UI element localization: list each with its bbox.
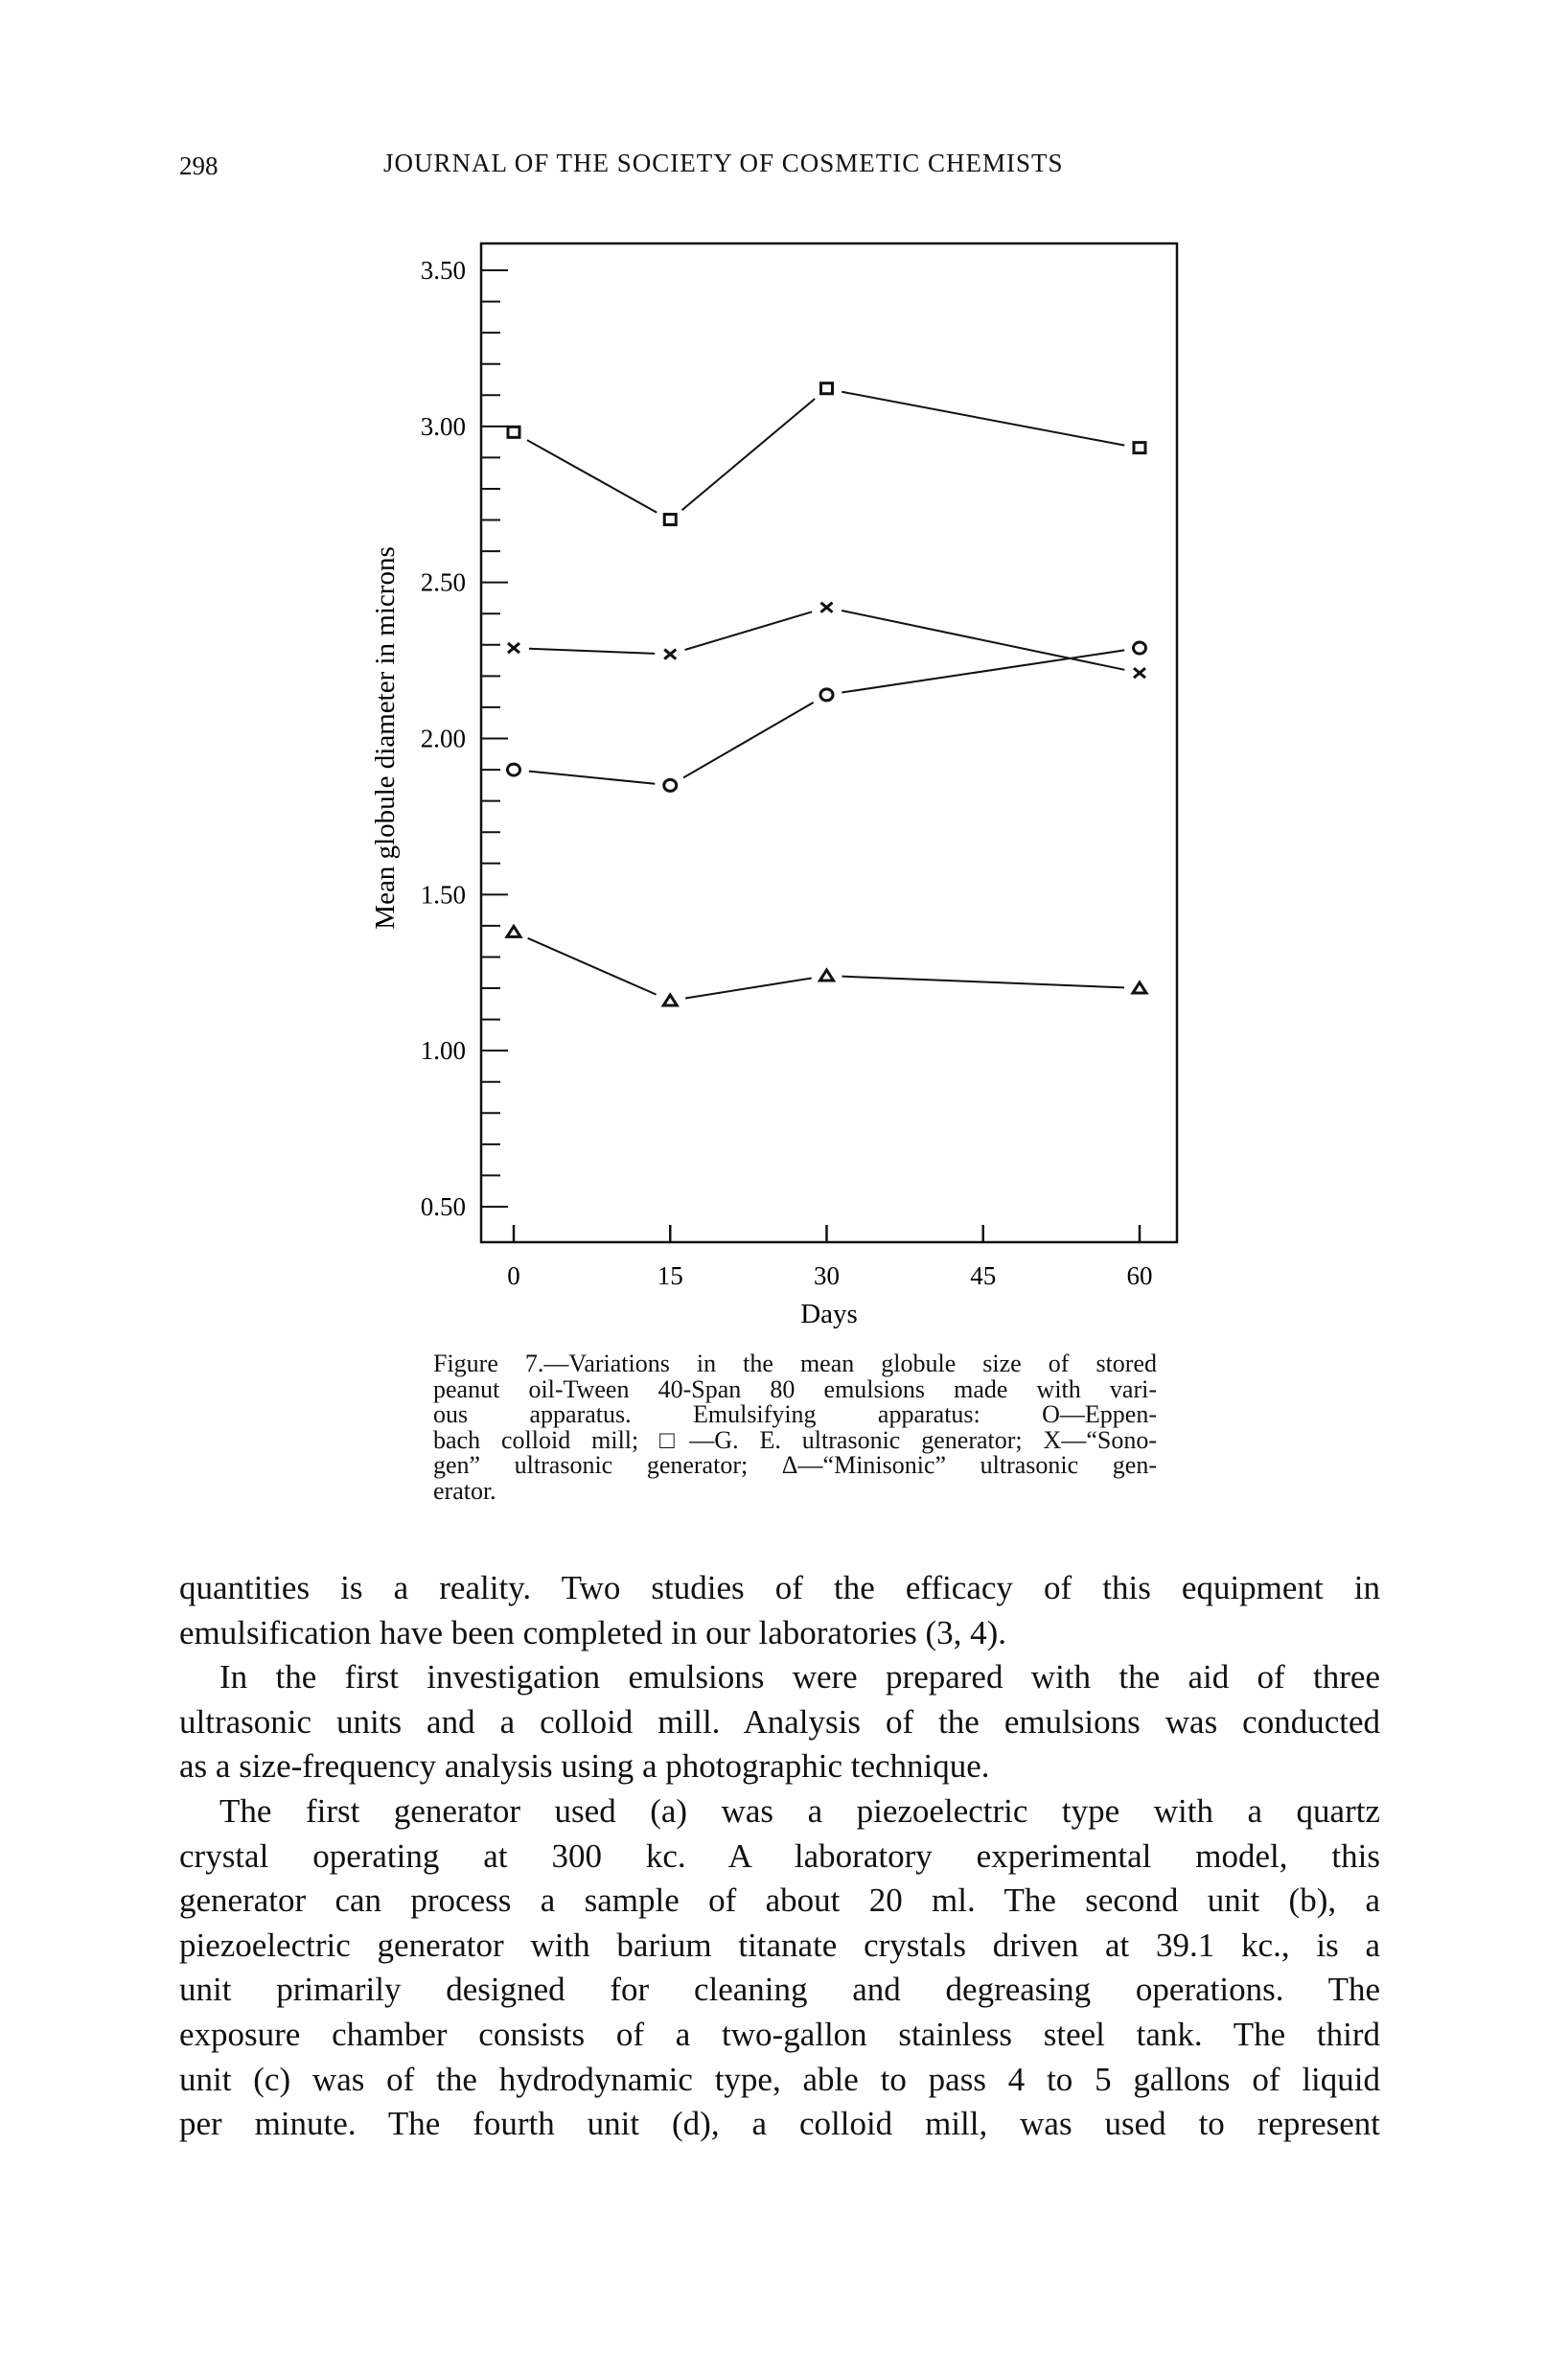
series-line-segment	[842, 977, 1124, 988]
series-line-segment	[842, 611, 1124, 670]
x-marker	[508, 643, 519, 653]
square-marker	[664, 515, 676, 525]
series-line-segment	[685, 979, 812, 999]
series-line-segment	[842, 650, 1124, 692]
square-marker	[508, 427, 519, 437]
series-line-segment	[683, 703, 814, 777]
body-line: per minute. The fourth unit (d), a colloid mill, was used to represent	[179, 2105, 1380, 2143]
body-line: emulsification have been completed in our laboratories (3, 4).	[179, 1613, 1007, 1651]
body-line: crystal operating at 300 kc. A laboratory experimental model, this	[179, 1836, 1380, 1875]
square-marker	[1134, 443, 1145, 453]
caption-line: erator.	[433, 1476, 496, 1505]
y-tick-label: 3.50	[420, 256, 466, 285]
y-tick-label: 2.50	[420, 567, 466, 597]
y-tick-label: 2.00	[420, 724, 466, 753]
x-marker	[821, 603, 833, 612]
x-axis-label: Days	[800, 1299, 858, 1329]
y-tick-label: 1.00	[420, 1036, 466, 1066]
series-line-segment	[528, 938, 657, 995]
body-line: as a size-frequency analysis using a photographic technique.	[179, 1747, 990, 1786]
series-line-segment	[682, 399, 816, 510]
circle-marker	[508, 764, 520, 775]
y-tick-label: 0.50	[420, 1192, 466, 1221]
body-line: The first generator used (a) was a piezoelectric type with a quartz	[219, 1792, 1380, 1830]
body-line: ultrasonic units and a colloid mill. Analysis of the emulsions was conducted	[179, 1702, 1380, 1741]
x-tick-label: 45	[970, 1261, 997, 1290]
x-marker	[664, 650, 676, 659]
x-tick-label: 30	[814, 1261, 840, 1290]
circle-marker	[1134, 642, 1146, 654]
square-marker	[821, 383, 833, 394]
body-line: piezoelectric generator with barium titanate crystals driven at 39.1 kc., is a	[179, 1926, 1380, 1964]
series-line-segment	[529, 772, 655, 784]
triangle-marker	[1133, 982, 1146, 993]
x-tick-label: 60	[1126, 1261, 1153, 1290]
caption-line: peanut oil-Tween 40-Span 80 emulsions made with vari-	[433, 1374, 1157, 1403]
caption-line: gen” ultrasonic generator; Δ—“Minisonic” ultrasonic gen-	[433, 1451, 1157, 1479]
body-line: quantities is a reality. Two studies of the efficacy of this equipment in	[179, 1569, 1380, 1606]
page-number: 298	[179, 151, 219, 180]
caption-line: Figure 7.—Variations in the mean globule size of stored	[433, 1350, 1157, 1377]
circle-marker	[820, 689, 833, 701]
x-marker	[1134, 668, 1145, 678]
triangle-marker	[663, 995, 677, 1005]
y-axis-label: Mean globule diameter in microns	[370, 546, 401, 930]
triangle-marker	[507, 926, 520, 936]
body-line: unit (c) was of the hydrodynamic type, able to pass 4 to 5 gallons of liquid	[179, 2060, 1380, 2098]
triangle-marker	[820, 970, 834, 981]
body-line: In the first investigation emulsions were prepared with the aid of three	[219, 1658, 1380, 1696]
body-line: generator can process a sample of about 20 ml. The second unit (b), a	[179, 1881, 1380, 1920]
body-line: unit primarily designed for cleaning and degreasing operations. The	[179, 1971, 1380, 2009]
caption-line: ous apparatus. Emulsifying apparatus: O—Eppen-	[433, 1400, 1157, 1428]
series-line-segment	[527, 440, 657, 513]
series-line-segment	[529, 649, 655, 654]
caption-line: bach colloid mill; □—G. E. ultrasonic generator; X—“Sono-	[433, 1425, 1157, 1454]
running-title: JOURNAL OF THE SOCIETY OF COSMETIC CHEMISTS	[383, 149, 1064, 177]
series-line-segment	[685, 612, 813, 650]
circle-marker	[664, 779, 677, 791]
x-tick-label: 15	[657, 1261, 683, 1290]
series-line-segment	[842, 392, 1124, 446]
y-tick-label: 3.00	[420, 411, 466, 441]
y-tick-label: 1.50	[420, 880, 466, 910]
x-tick-label: 0	[507, 1261, 520, 1290]
body-line: exposure chamber consists of a two-gallon stainless steel tank. The third	[179, 2016, 1380, 2053]
